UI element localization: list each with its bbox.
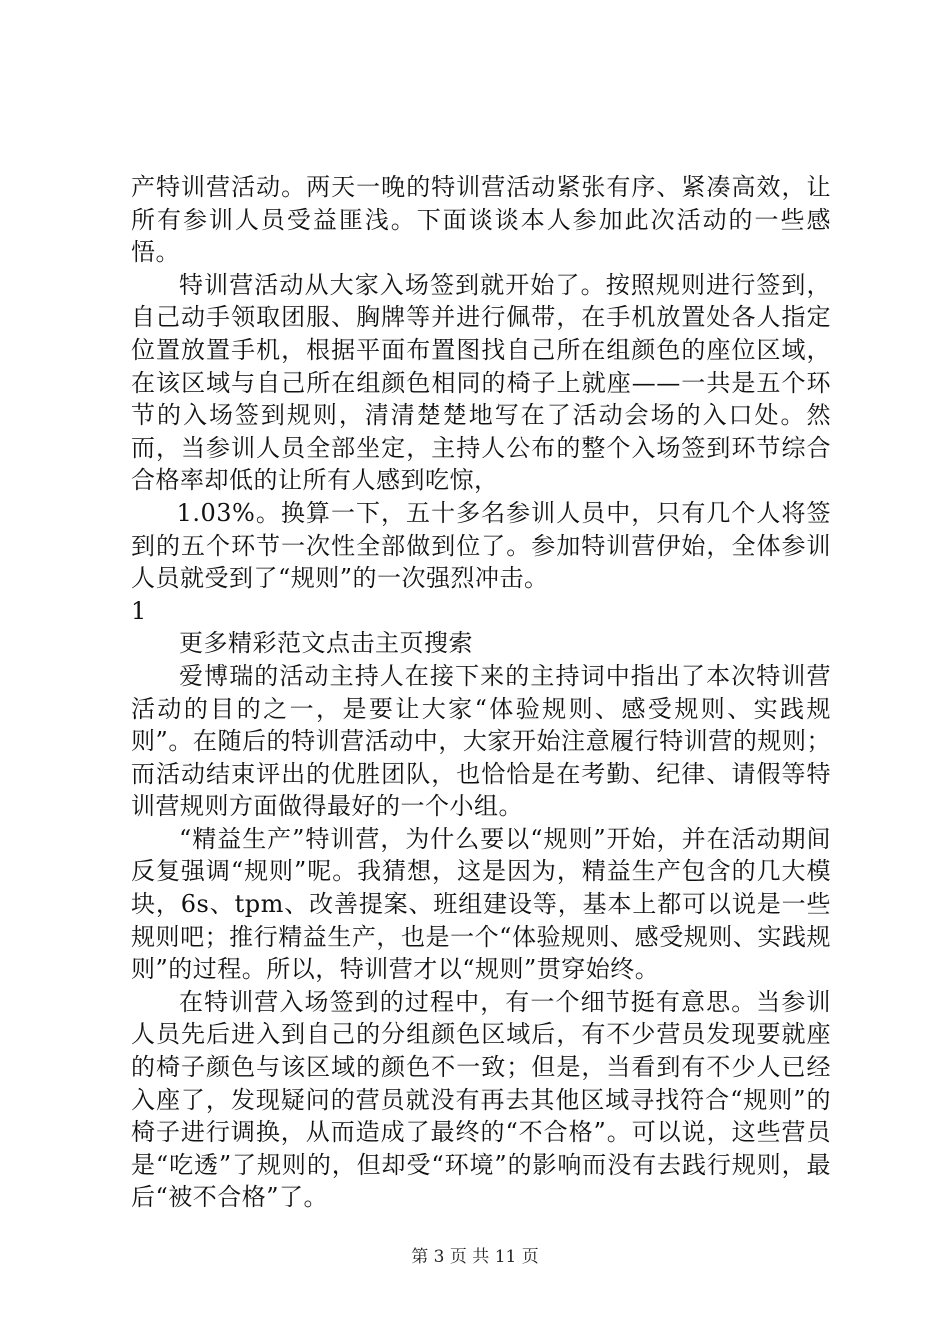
paragraph: 在特训营入场签到的过程中，有一个细节挺有意思。当参训人员先后进入到自己的分组颜色区域后，有不少营员发现要就座的椅子颜色与该区域的颜色不一致；但是，当看到有不少人已经入座了，发现疑问的营员就没有再去其他区域寻找符合“规则”的椅子进行调换，从而造成了最终的“不合格”。可以说，这些营员是“吃透”了规则的，但却受“环境”的影响而没有去践行规则，最后“被不合格”了。 — [131, 987, 831, 1212]
paragraph: 爱博瑞的活动主持人在接下来的主持词中指出了本次特训营活动的目的之一，是要让大家“体验规则、感受规则、实践规则”。在随后的特训营活动中，大家开始注意履行特训营的规则；而活动结束评出的优胜团队，也恰恰是在考勤、纪律、请假等特训营规则方面做得最好的一个小组。 — [131, 661, 831, 821]
paragraph: 特训营活动从大家入场签到就开始了。按照规则进行签到，自己动手领取团服、胸牌等并进行佩带，在手机放置处各人指定位置放置手机，根据平面布置图找自己所在组颜色的座位区域，在该区域与自己所在组颜色相同的椅子上就座——一共是五个环节的入场签到规则，清清楚楚地写在了活动会场的入口处。然而，当参训人员全部坐定，主持人公布的整个入场签到环节综合合格率却低的让所有人感到吃惊， — [131, 270, 831, 495]
document-body — [131, 171, 831, 1214]
paragraph: “精益生产”特训营，为什么要以“规则”开始，并在活动期间反复强调“规则”呢。我猜想，这是因为，精益生产包含的几大模块，6s、tpm、改善提案、班组建设等，基本上都可以说是一些规则吧；推行精益生产，也是一个“体验规则、感受规则、实践规则”的过程。所以，特训营才以“规则”贯穿始终。 — [131, 824, 831, 984]
paragraph: 1.03%。换算一下，五十多名参训人员中，只有几个人将签到的五个环节一次性全部做到位了。参加特训营伊始，全体参训人员就受到了“规则”的一次强烈冲击。 — [131, 498, 831, 593]
inline-page-number: 1 — [131, 596, 147, 625]
page-footer: 第 3 页 共 11 页 — [411, 1247, 539, 1267]
promo-line: 更多精彩范文点击主页搜索 — [179, 629, 473, 658]
paragraph: 产特训营活动。两天一晚的特训营活动紧张有序、紧凑高效，让所有参训人员受益匪浅。下面谈谈本人参加此次活动的一些感悟。 — [131, 173, 831, 267]
